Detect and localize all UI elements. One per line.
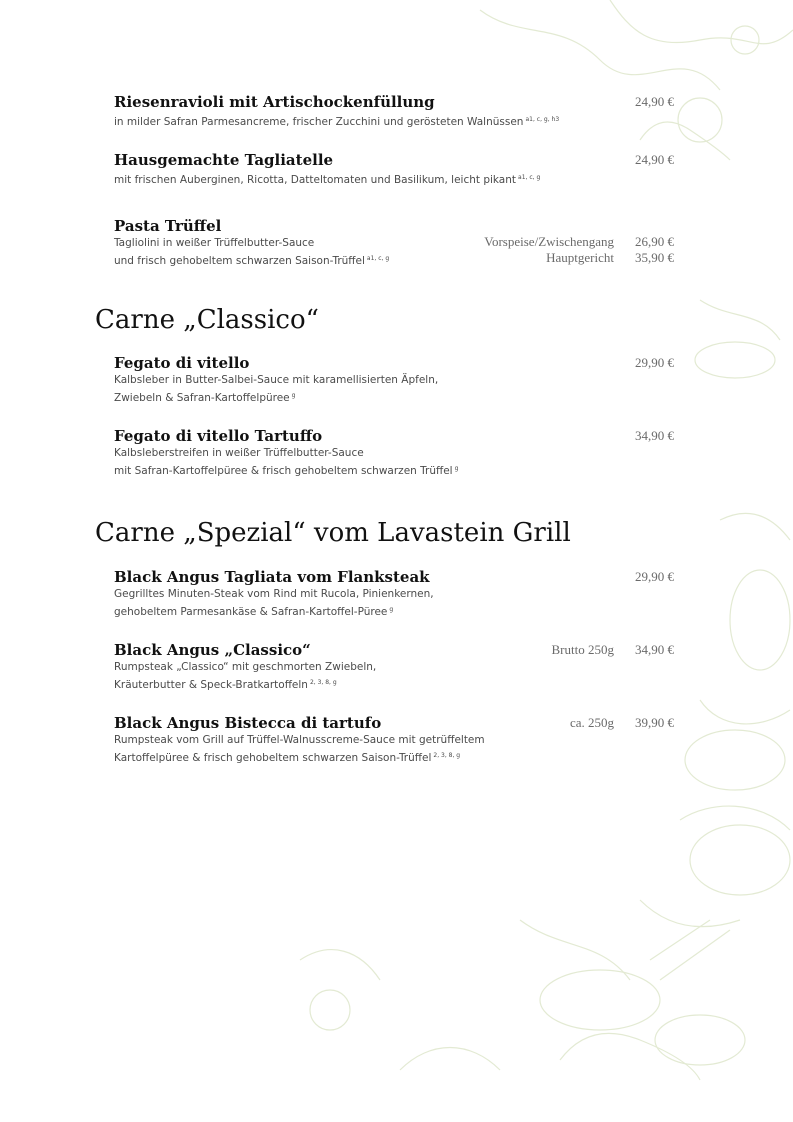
dish-name: Fegato di vitello — [114, 354, 250, 372]
dish-description-line2: und frisch gehobeltem schwarzen Saison-Trüffel $^{a1, c, g}$ — [114, 255, 390, 267]
dish-price: 29,90 € — [635, 569, 674, 584]
menu-item-riesenravioli — [114, 92, 674, 130]
dish-name: Black Angus Tagliata vom Flanksteak — [114, 568, 430, 586]
dish-description-line2: gehobeltem Parmesankäse & Safran-Kartoffel-Püree $^g$ — [114, 606, 394, 618]
portion-size-main: Hauptgericht — [546, 250, 614, 265]
menu-item-black-angus-classico — [114, 640, 674, 693]
dish-description-line1: Tagliolini in weißer Trüffelbutter-Sauce — [114, 237, 315, 249]
dish-description-line1: Rumpsteak „Classico“ mit geschmorten Zwiebeln, — [114, 661, 377, 673]
allergen-codes: g — [454, 465, 459, 472]
allergen-codes: 2, 3, 8, g — [309, 679, 337, 686]
dish-description-line2: Zwiebeln & Safran-Kartoffelpüree $^g$ — [114, 392, 296, 404]
dish-price: 24,90 € — [635, 152, 674, 167]
allergen-codes: g — [389, 606, 394, 613]
dish-name: Black Angus „Classico“ — [114, 641, 311, 659]
section-title-carne-spezial: Carne „Spezial“ vom Lavastein Grill — [95, 518, 571, 548]
dish-name: Pasta Trüffel — [114, 217, 222, 235]
dish-name: Black Angus Bistecca di tartufo — [114, 714, 382, 732]
dish-price: 34,90 € — [635, 428, 674, 443]
menu-item-fegato-tartuffo — [114, 426, 674, 479]
dish-description-line2: Kräuterbutter & Speck-Bratkartoffeln $^{2, 3, 8, g}$ — [114, 679, 337, 691]
dish-name: Riesenravioli mit Artischockenfüllung — [114, 93, 435, 111]
dish-description-line1: Rumpsteak vom Grill auf Trüffel-Walnusscreme-Sauce mit getrüffeltem — [114, 734, 485, 746]
menu-item-bistecca-di-tartufo — [114, 713, 674, 766]
dish-price: 29,90 € — [635, 355, 674, 370]
dish-description-line1: Gegrilltes Minuten-Steak vom Rind mit Rucola, Pinienkernen, — [114, 588, 434, 600]
dish-name: Fegato di vitello Tartuffo — [114, 427, 323, 445]
dish-name: Hausgemachte Tagliatelle — [114, 151, 334, 169]
dish-description: mit frischen Auberginen, Ricotta, Datteltomaten und Basilikum, leicht pikant $^{a1, c, g}$ — [114, 174, 541, 186]
section-title-carne-classico: Carne „Classico“ — [95, 305, 319, 335]
portion-size: Brutto 250g — [551, 642, 614, 657]
dish-price: 39,90 € — [635, 715, 674, 730]
menu-item-tagliata — [114, 567, 674, 620]
dish-description-line2: mit Safran-Kartoffelpüree & frisch gehobeltem schwarzen Trüffel $^g$ — [114, 465, 459, 477]
portion-size: ca. 250g — [569, 715, 614, 730]
allergen-codes: a1, c, g — [518, 174, 541, 181]
allergen-codes: a1, c, g, h3 — [525, 116, 560, 123]
dish-description-line2: Kartoffelpüree & frisch gehobeltem schwarzen Saison-Trüffel $^{2, 3, 8, g}$ — [114, 752, 461, 764]
allergen-codes: g — [291, 392, 296, 399]
menu-item-pasta-trueffel — [114, 216, 674, 269]
dish-price-starter: 26,90 € — [635, 234, 674, 249]
dish-description-line1: Kalbsleber in Butter-Salbei-Sauce mit karamellisierten Äpfeln, — [114, 374, 439, 386]
portion-size-starter: Vorspeise/Zwischengang — [484, 234, 614, 249]
dish-description-line1: Kalbsleberstreifen in weißer Trüffelbutter-Sauce — [114, 447, 364, 459]
menu-item-tagliatelle — [114, 150, 674, 188]
menu-item-fegato-di-vitello — [114, 353, 674, 406]
dish-price: 34,90 € — [635, 642, 674, 657]
dish-price-main: 35,90 € — [635, 250, 674, 265]
allergen-codes: a1, c, g — [366, 255, 390, 262]
dish-description: in milder Safran Parmesancreme, frischer Zucchini und gerösteten Walnüssen $^{a1, c, g, h3}$ — [114, 116, 560, 128]
dish-price: 24,90 € — [635, 94, 674, 109]
allergen-codes: 2, 3, 8, g — [433, 752, 461, 759]
